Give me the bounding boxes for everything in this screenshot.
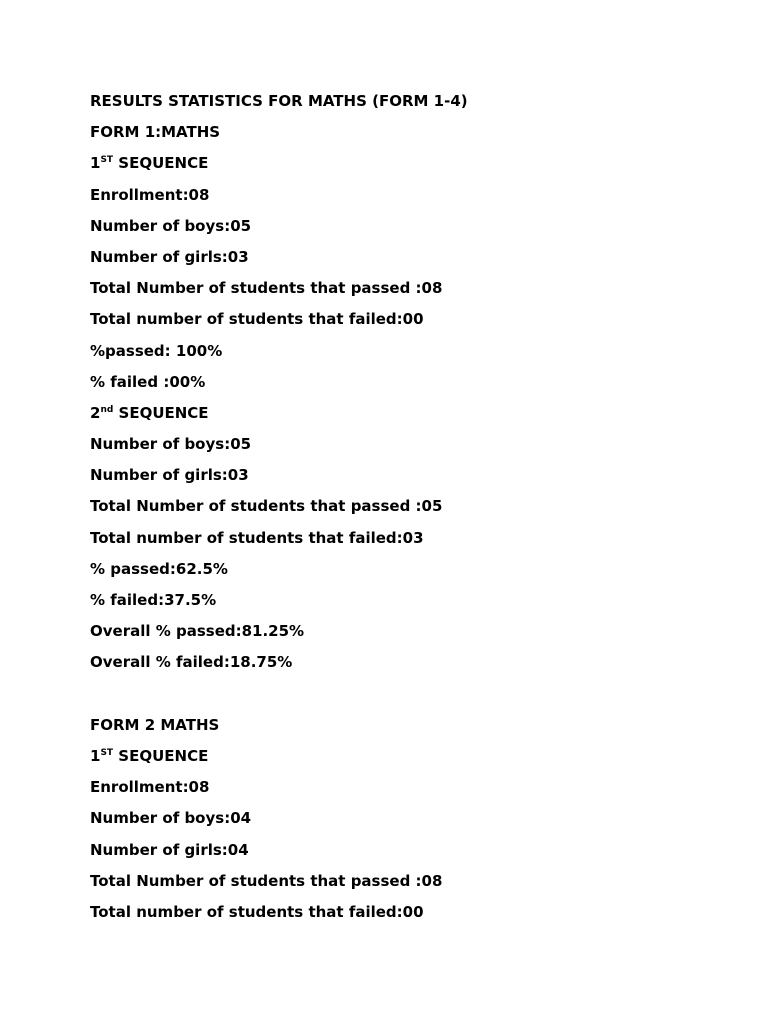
form1-seq1-pct-passed: %passed: 100% bbox=[90, 341, 223, 360]
seq-label: SEQUENCE bbox=[113, 746, 209, 765]
seq-ordinal-suffix: ST bbox=[100, 747, 114, 758]
form1-seq2-boys: Number of boys:05 bbox=[90, 435, 252, 454]
form2-seq1-boys: Number of boys:04 bbox=[90, 809, 252, 828]
form2-seq1-girls: Number of girls:04 bbox=[90, 840, 249, 859]
form1-overall-passed: Overall % passed:81.25% bbox=[90, 622, 305, 641]
seq-label: SEQUENCE bbox=[113, 403, 209, 422]
seq-number: 1 bbox=[90, 154, 101, 173]
seq-number: 2 bbox=[90, 403, 101, 422]
seq-ordinal-suffix: ST bbox=[100, 155, 114, 166]
form1-seq2-failed: Total number of students that failed:03 bbox=[90, 528, 424, 547]
form1-seq1-passed: Total Number of students that passed :08 bbox=[90, 279, 443, 298]
form1-seq2-girls: Number of girls:03 bbox=[90, 466, 249, 485]
paragraph-spacer bbox=[90, 684, 730, 715]
form1-seq1-girls: Number of girls:03 bbox=[90, 247, 249, 266]
form2-seq1-enrollment: Enrollment:08 bbox=[90, 778, 210, 797]
document-title: RESULTS STATISTICS FOR MATHS (FORM 1-4) bbox=[90, 92, 468, 110]
form1-seq2-heading bbox=[90, 403, 730, 434]
form1-seq1-heading bbox=[90, 153, 730, 184]
seq-label: SEQUENCE bbox=[113, 154, 209, 173]
form2-seq1-heading bbox=[90, 746, 730, 777]
form1-heading: FORM 1:MATHS bbox=[90, 123, 221, 142]
form1-overall-failed: Overall % failed:18.75% bbox=[90, 653, 293, 672]
form1-seq2-passed: Total Number of students that passed :05 bbox=[90, 497, 443, 516]
document-body bbox=[90, 91, 730, 933]
form1-seq2-pct-passed: % passed:62.5% bbox=[90, 559, 228, 578]
form1-seq1-failed: Total number of students that failed:00 bbox=[90, 310, 424, 329]
seq-ordinal-suffix: nd bbox=[100, 404, 114, 415]
form1-seq1-pct-failed: % failed :00% bbox=[90, 372, 206, 391]
form1-seq1-enrollment: Enrollment:08 bbox=[90, 185, 210, 204]
seq-number: 1 bbox=[90, 746, 101, 765]
form2-heading: FORM 2 MATHS bbox=[90, 715, 220, 734]
form1-seq2-pct-failed: % failed:37.5% bbox=[90, 591, 217, 609]
form2-seq1-passed: Total Number of students that passed :08 bbox=[90, 871, 443, 890]
form2-seq1-failed: Total number of students that failed:00 bbox=[90, 902, 424, 921]
form1-seq1-boys: Number of boys:05 bbox=[90, 216, 252, 235]
